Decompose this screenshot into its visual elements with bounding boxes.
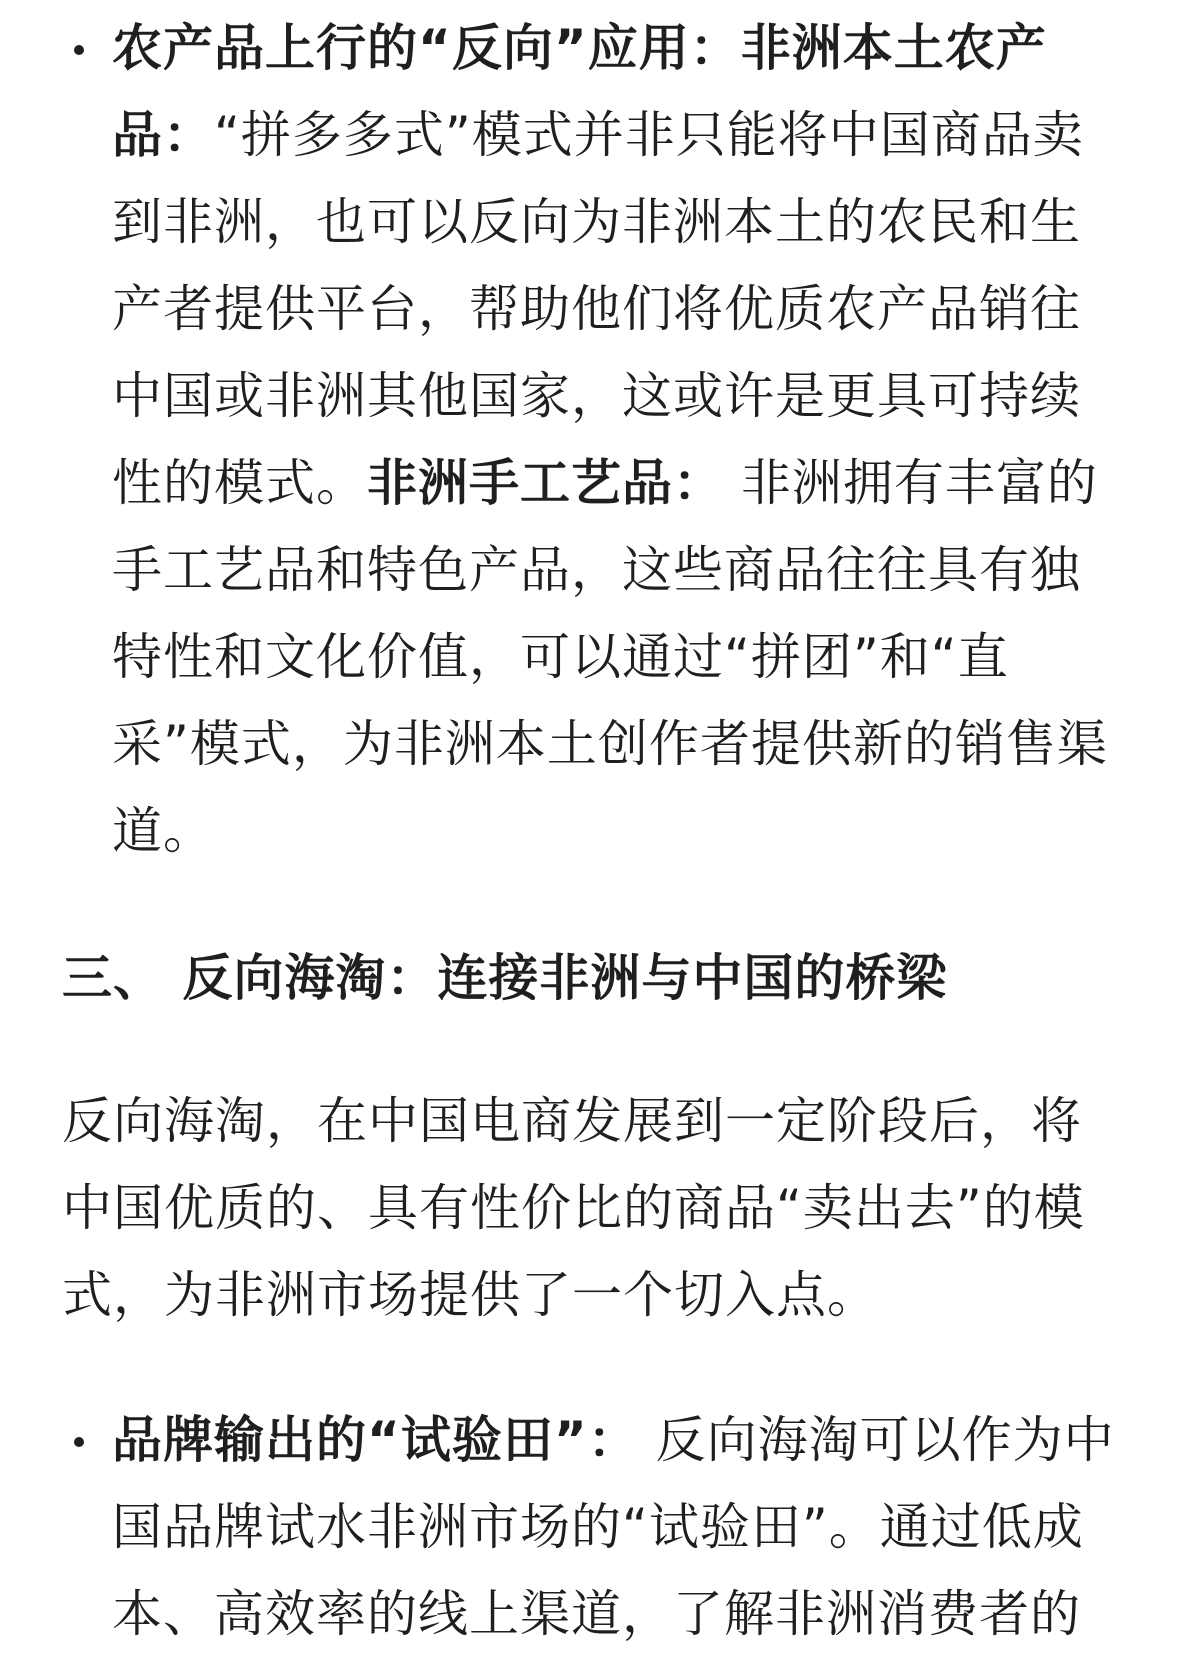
list-item xyxy=(62,5,1120,875)
section-heading: 三、 反向海淘：连接非洲与中国的桥梁 xyxy=(62,949,948,1007)
bullet-dot xyxy=(74,1437,84,1447)
item-title: 品牌输出的“试验田”： xyxy=(112,1411,639,1469)
item-text: 反向海淘可以作为中国品牌试水非洲市场的“试验田”。通过低成本、高效率的线上渠道，了解非洲消费者的 xyxy=(112,1411,1115,1643)
section-paragraph: 反向海淘，在中国电商发展到一定阶段后，将中国优质的、具有性价比的商品“卖出去”的模式，为非洲市场提供了一个切入点。 xyxy=(62,1092,1085,1324)
list-item xyxy=(62,1397,1120,1658)
item-subtitle-2: 非洲手工艺品： xyxy=(367,454,724,512)
item-title: 农产品上行的“反向”应用： xyxy=(112,19,741,77)
bullet-dot xyxy=(74,45,84,55)
article-body xyxy=(62,0,1120,1658)
item-subtitle: 非洲本土农产品： xyxy=(112,19,1047,164)
item-text: “拼多多式”模式并非只能将中国商品卖到非洲，也可以反向为非洲本土的农民和生产者提供平台，帮助他们将优质农产品销往中国或非洲其他国家，这或许是更具可持续性的模式。 xyxy=(112,106,1084,512)
item-text-2: 非洲拥有丰富的手工艺品和特色产品，这些商品往往具有独特性和文化价值，可以通过“拼团”和“直采”模式，为非洲本土创作者提供新的销售渠道。 xyxy=(112,454,1108,860)
